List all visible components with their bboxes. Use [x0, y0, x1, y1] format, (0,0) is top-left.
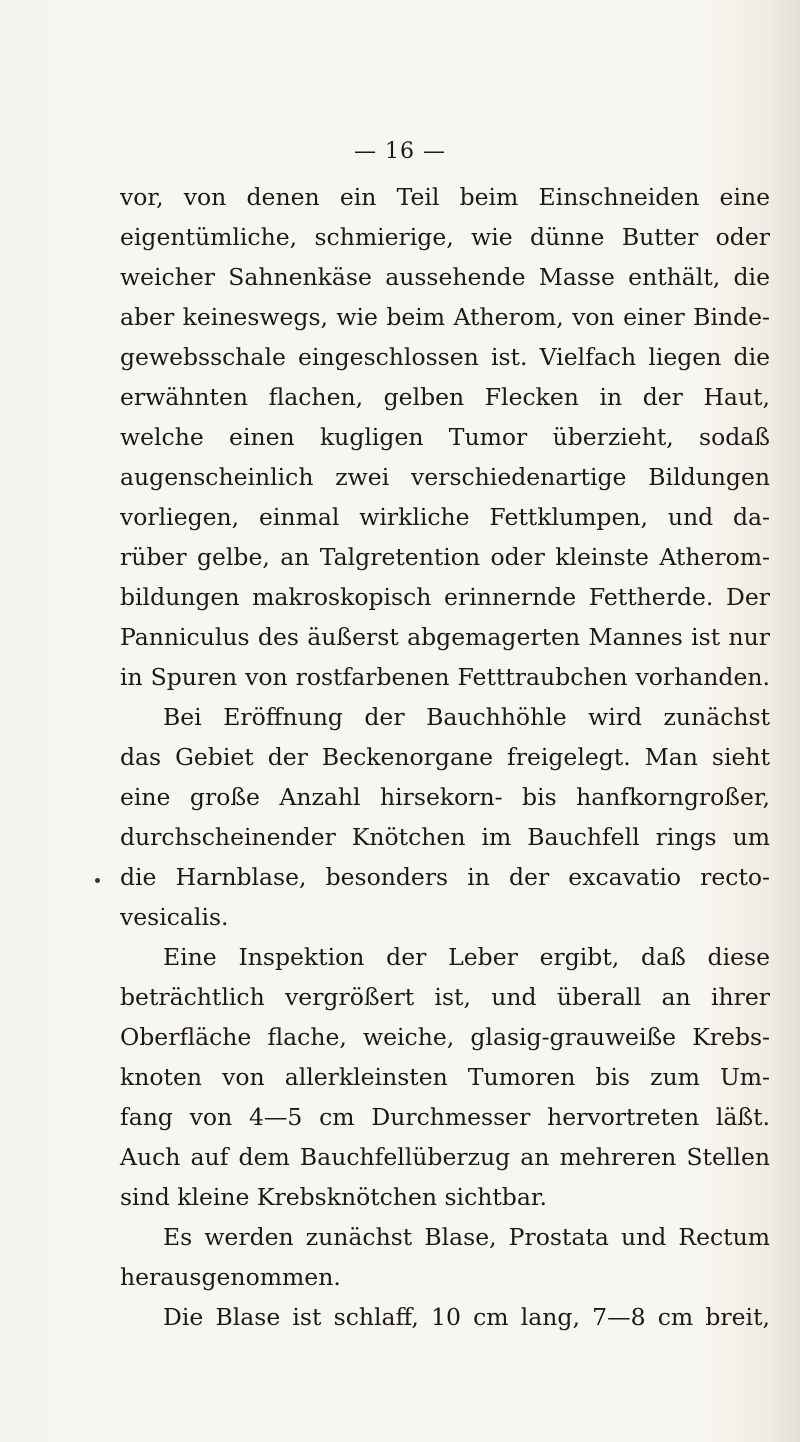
text-line: Panniculus des äußerst abgemagerten Mannes ist nur — [120, 623, 770, 651]
text-line: eine große Anzahl hirsekorn- bis hanfkorngroßer, — [120, 783, 770, 811]
ink-speck — [95, 878, 100, 883]
page-number: — 16 — — [354, 139, 446, 164]
text-line: aber keineswegs, wie beim Atherom, von einer Binde- — [120, 303, 770, 331]
text-line: erwähnten flachen, gelben Flecken in der Haut, — [120, 383, 770, 411]
text-line: vorliegen, einmal wirkliche Fettklumpen, und da- — [120, 503, 770, 531]
text-line: durchscheinender Knötchen im Bauchfell rings um — [120, 823, 770, 851]
text-line: die Harnblase, besonders in der excavatio recto- — [120, 863, 770, 891]
text-line: bildungen makroskopisch erinnernde Fettherde. Der — [120, 583, 770, 611]
text-line: das Gebiet der Beckenorgane freigelegt. Man sieht — [120, 743, 770, 771]
text-line: Auch auf dem Bauchfellüberzug an mehreren Stellen — [120, 1143, 770, 1171]
text-line: rüber gelbe, an Talgretention oder kleinste Atherom- — [120, 543, 770, 571]
text-line: sind kleine Krebsknötchen sichtbar. — [120, 1183, 547, 1211]
text-line: gewebsschale eingeschlossen ist. Vielfach liegen die — [120, 343, 770, 371]
text-line: weicher Sahnenkäse aussehende Masse enthält, die — [120, 263, 770, 291]
text-line: eigentümliche, schmierige, wie dünne Butter oder — [120, 223, 770, 251]
text-line: Oberfläche flache, weiche, glasig-grauweiße Krebs- — [120, 1023, 770, 1051]
text-line: in Spuren von rostfarbenen Fetttraubchen vorhanden. — [120, 663, 770, 691]
text-line: beträchtlich vergrößert ist, und überall an ihrer — [120, 983, 770, 1011]
text-line: augenscheinlich zwei verschiedenartige Bildungen — [120, 463, 770, 491]
text-line: Es werden zunächst Blase, Prostata und Rectum — [163, 1223, 770, 1251]
text-line: knoten von allerkleinsten Tumoren bis zum Um- — [120, 1063, 770, 1091]
text-line: Die Blase ist schlaff, 10 cm lang, 7—8 cm breit, — [163, 1303, 770, 1331]
text-line: Eine Inspektion der Leber ergibt, daß diese — [163, 943, 770, 971]
text-line: Bei Eröffnung der Bauchhöhle wird zunächst — [163, 703, 770, 731]
text-line: herausgenommen. — [120, 1263, 341, 1291]
text-line: fang von 4—5 cm Durchmesser hervortreten läßt. — [120, 1103, 770, 1131]
text-line: welche einen kugligen Tumor überzieht, sodaß — [120, 423, 770, 451]
text-line: vesicalis. — [120, 903, 229, 931]
text-line: vor, von denen ein Teil beim Einschneiden eine — [120, 183, 770, 211]
